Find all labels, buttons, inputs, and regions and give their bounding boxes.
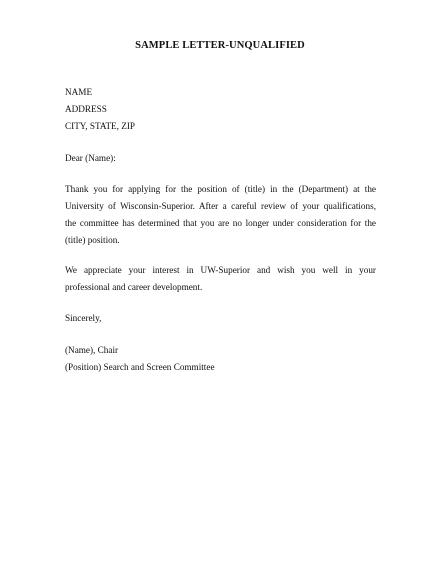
address-name: NAME: [65, 87, 93, 97]
closing-text: Sincerely,: [65, 313, 102, 323]
signature-block: [65, 342, 376, 376]
paragraph-1-line: the committee has determined that you are no longer under consideration for the: [65, 218, 376, 228]
paragraph-1-line: (title) position.: [65, 235, 120, 245]
signature-name: (Name), Chair: [65, 345, 119, 355]
paragraph-1-line: Thank you for applying for the position of (title) in the (Department) at the: [65, 184, 376, 194]
closing: [65, 310, 376, 327]
address-city-state-zip: CITY, STATE, ZIP: [65, 121, 136, 131]
paragraph-2: [65, 262, 376, 296]
paragraph-2-line: We appreciate your interest in UW-Superior and wish you well in your: [65, 265, 376, 275]
salutation: [65, 150, 376, 167]
signature-position: (Position) Search and Screen Committee: [65, 362, 215, 372]
address-street: ADDRESS: [65, 104, 107, 114]
paragraph-2-line: professional and career development.: [65, 282, 203, 292]
address-block: [65, 84, 376, 135]
salutation-text: Dear (Name):: [65, 153, 116, 163]
letter-title: SAMPLE LETTER-UNQUALIFIED: [135, 40, 305, 51]
paragraph-1: [65, 181, 376, 249]
paragraph-1-line: University of Wisconsin-Superior. After a careful review of your qualifications,: [65, 201, 376, 211]
